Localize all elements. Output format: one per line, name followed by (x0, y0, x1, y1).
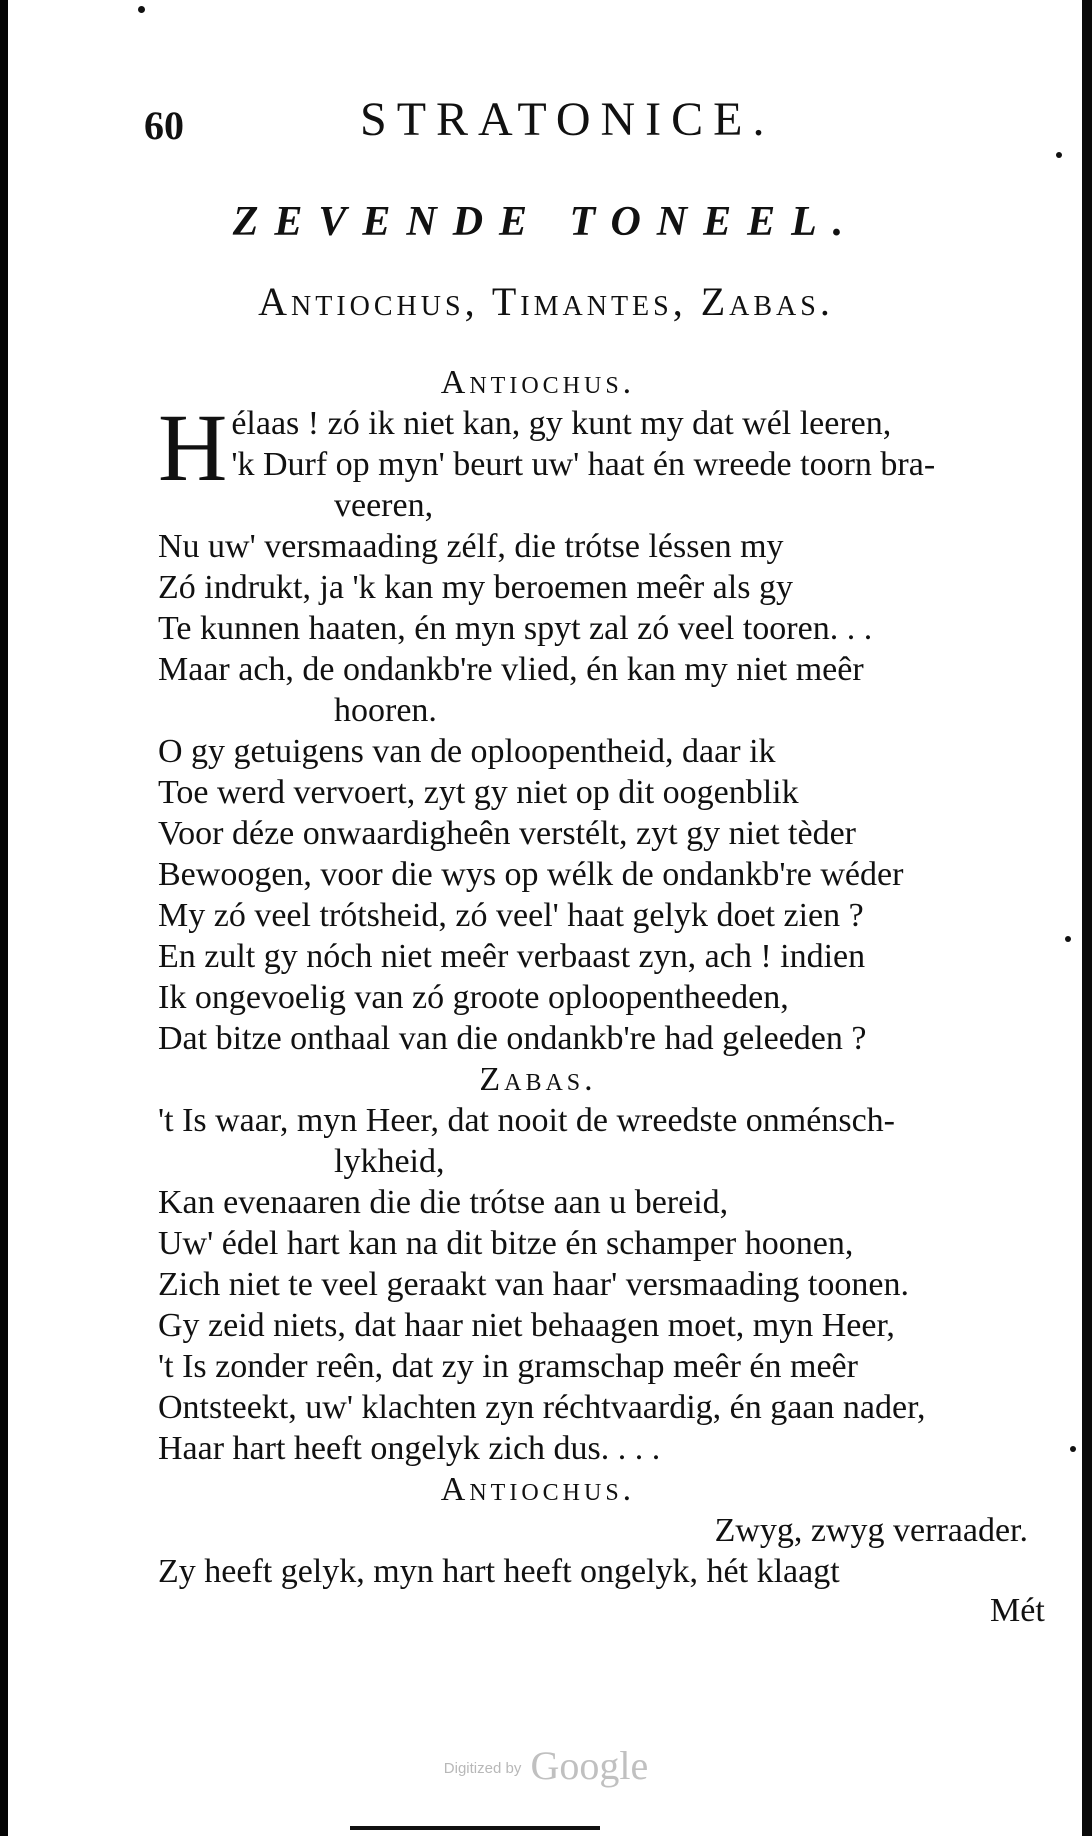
running-header (140, 92, 900, 152)
verse-line: 't Is waar, myn Heer, dat nooit de wreedste onménsch- (158, 1102, 895, 1139)
play-text (158, 362, 1058, 1592)
verse-line: Zy heeft gelyk, myn hart heeft ongelyk, hét klaagt (158, 1553, 840, 1590)
verse-line: Zich niet te veel geraakt van haar' versmaading toonen. (158, 1266, 909, 1303)
verse-line: Voor déze onwaardigheên verstélt, zyt gy niet tèder (158, 815, 856, 852)
scan-speck (138, 6, 145, 13)
verse-line: Toe werd vervoert, zyt gy niet op dit oogenblik (158, 774, 799, 811)
verse-line: Te kunnen haaten, én myn spyt zal zó veel tooren. . . (158, 610, 873, 647)
scene-title: ZEVENDE TONEEL. (232, 199, 860, 245)
verse-line: Kan evenaaren die die trótse aan u bereid, (158, 1184, 729, 1221)
character-list: Antiochus, Timantes, Zabas. (258, 279, 834, 324)
catchword: Mét (990, 1592, 1045, 1629)
verse-line: veeren, (334, 487, 434, 524)
drop-cap: H (158, 394, 228, 501)
verse-line: Uw' édel hart kan na dit bitze én schamper hoonen, (158, 1225, 854, 1262)
running-title: STRATONICE. (360, 93, 775, 146)
verse-line: 't Is zonder reên, dat zy in gramschap meêr én meêr (158, 1348, 858, 1385)
scan-edge-bottom (350, 1826, 600, 1830)
scan-speck (1056, 152, 1062, 158)
verse-line: lykheid, (334, 1143, 445, 1180)
verse-line: Maar ach, de ondankb're vlied, én kan my niet meêr (158, 651, 864, 688)
scan-edge-left (0, 0, 8, 1836)
digitized-watermark (0, 1742, 1092, 1789)
speaker-name: Zabas. (479, 1061, 597, 1098)
verse-line: Gy zeid niets, dat haar niet behaagen moet, myn Heer, (158, 1307, 895, 1344)
speaker-name: Antiochus. (440, 364, 636, 401)
scan-speck (1070, 1446, 1076, 1452)
verse-line: Dat bitze onthaal van die ondankb're had geleeden ? (158, 1020, 867, 1057)
verse-line: Zó indrukt, ja 'k kan my beroemen meêr als gy (158, 569, 793, 606)
verse-line: Ik ongevoelig van zó groote oploopentheeden, (158, 979, 789, 1016)
verse-line: Bewoogen, voor die wys op wélk de ondankb're wéder (158, 856, 904, 893)
verse-line: My zó veel trótsheid, zó veel' haat gelyk doet zien ? (158, 897, 864, 934)
scan-speck (1065, 936, 1071, 942)
verse-line: Zwyg, zwyg verraader. (714, 1512, 1028, 1549)
verse-line: 'k Durf op myn' beurt uw' haat én wreede toorn bra- (231, 446, 936, 483)
digitized-label: Digitized by (443, 1760, 522, 1777)
scan-edge-right (1082, 0, 1092, 1836)
verse-line-text: élaas ! zó ik niet kan, gy kunt my dat wél leeren, (231, 405, 892, 442)
verse-line: Nu uw' versmaading zélf, die trótse léssen my (158, 528, 784, 565)
page-number: 60 (144, 103, 184, 148)
verse-line: hooren. (334, 692, 437, 729)
digitizer-logo: Google (530, 1743, 649, 1788)
verse-line: En zult gy nóch niet meêr verbaast zyn, ach ! indien (158, 938, 866, 975)
speaker-name: Antiochus. (440, 1471, 636, 1508)
verse-line: O gy getuigens van de oploopentheid, daar ik (158, 733, 776, 770)
verse-line: Haar hart heeft ongelyk zich dus. . . . (158, 1430, 661, 1467)
verse-line: Ontsteekt, uw' klachten zyn réchtvaardig, én gaan nader, (158, 1389, 926, 1426)
